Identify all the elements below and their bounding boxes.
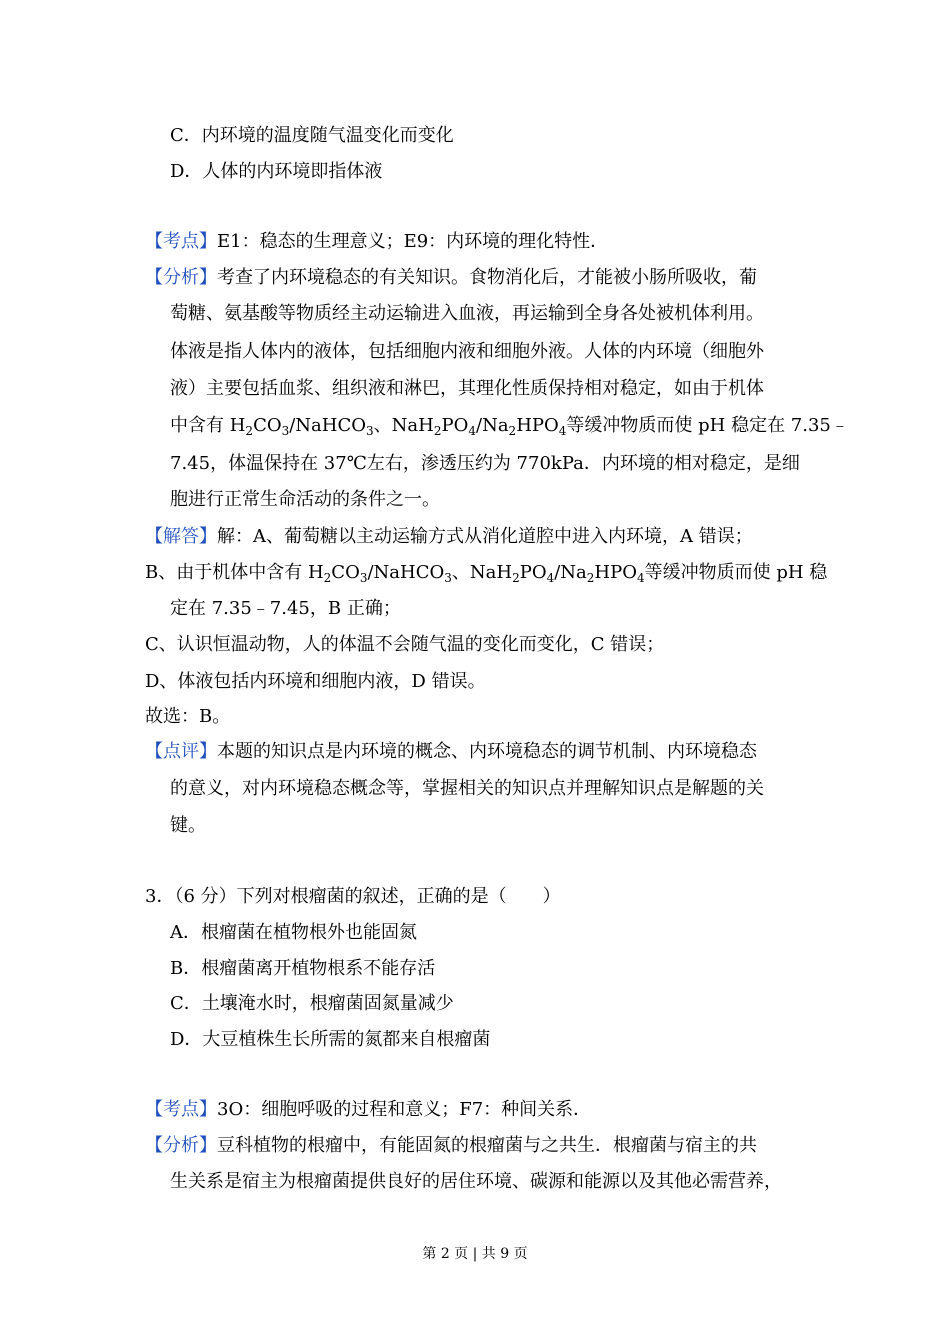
q2-option-d: D．人体的内环境即指体液 [170,161,383,182]
fenxi-tag: 【分析】 [145,1135,217,1156]
q3-option-b: B．根瘤菌离开植物根系不能存活 [170,958,436,979]
subscript: 3 [359,571,368,585]
dianping-line: 本题的知识点是内环境的概念、内环境稳态的调节机制、内环境稳态 [217,741,757,762]
subscript: 2 [586,571,595,585]
jieda-tag: 【解答】 [145,526,217,547]
text: /NaHCO [289,415,367,436]
q3-stem: 3．（6 分）下列对根瘤菌的叙述，正确的是（ ） [145,886,561,907]
q3-fenxi [145,1134,757,1158]
fenxi-line: 液）主要包括血浆、组织液和淋巴，其理化性质保持相对稳定，如由于机体 [170,378,764,399]
text: /NaHCO [367,562,445,583]
q2-dianping [145,740,757,764]
text: CO [253,415,282,436]
subscript: 2 [245,424,254,438]
q3-option-d: D．大豆植株生长所需的氮都来自根瘤菌 [170,1029,491,1050]
q2-option-c: C．内环境的温度随气温变化而变化 [170,125,454,146]
text: PO [519,562,547,583]
q2-fenxi [145,266,757,290]
text: B、由于机体中含有 H [145,562,324,583]
text: 、NaH [451,562,513,583]
text: HPO [516,415,559,436]
q2-jieda [145,525,753,549]
fenxi-line: 萄糖、氨基酸等物质经主动运输进入血液，再运输到全身各处被机体利用。 [170,303,764,324]
jieda-line: D、体液包括内环境和细胞内液，D 错误。 [145,671,486,692]
text: /Na [476,415,509,436]
fenxi-line: 体液是指人体内的液体，包括细胞内液和细胞外液。人体的内环境（细胞外 [170,341,764,362]
kaodian-text: E1：稳态的生理意义；E9：内环境的理化特性． [217,231,609,252]
text: /Na [554,562,587,583]
fenxi-line: 豆科植物的根瘤中，有能固氮的根瘤菌与之共生．根瘤菌与宿主的共 [217,1135,757,1156]
subscript: 4 [546,571,555,585]
page-footer: 第 2 页 | 共 9 页 [422,1246,528,1262]
subscript: 4 [468,424,476,438]
text: PO [441,415,469,436]
fenxi-line: 胞进行正常生命活动的条件之一。 [170,489,440,510]
fenxi-tag: 【分析】 [145,267,217,288]
dianping-tag: 【点评】 [145,741,217,762]
kaodian-tag: 【考点】 [145,231,217,252]
subscript: 2 [433,424,442,438]
kaodian-text: 3O：细胞呼吸的过程和意义；F7：种间关系． [217,1099,592,1120]
fenxi-line-formula [170,414,849,438]
kaodian-tag: 【考点】 [145,1099,217,1120]
subscript: 2 [323,571,332,585]
fenxi-line: 考查了内环境稳态的有关知识。食物消化后，才能被小肠所吸收，葡 [217,267,757,288]
jieda-line-b [145,561,827,585]
jieda-line: 解：A、葡萄糖以主动运输方式从消化道腔中进入内环境，A 错误； [217,526,753,547]
q2-kaodian [145,230,608,254]
text: 等缓冲物质而使 pH 稳 [644,562,828,583]
subscript: 3 [281,424,290,438]
text: CO [331,562,360,583]
subscript: 3 [444,571,452,585]
q3-kaodian [145,1098,591,1122]
subscript: 3 [366,424,374,438]
subscript: 4 [637,571,645,585]
subscript: 4 [558,424,567,438]
text: 等缓冲物质而使 pH 稳定在 7.35﹣ [566,415,849,436]
q3-option-a: A．根瘤菌在植物根外也能固氮 [170,922,417,943]
text: HPO [594,562,637,583]
jieda-line: C、认识恒温动物，人的体温不会随气温的变化而变化，C 错误； [145,634,665,655]
subscript: 2 [512,571,520,585]
dianping-line: 键。 [170,815,206,836]
jieda-line: 定在 7.35﹣7.45，B 正确； [170,598,401,619]
fenxi-line: 生关系是宿主为根瘤菌提供良好的居住环境、碳源和能源以及其他必需营养， [170,1171,782,1192]
text: 、NaH [373,415,434,436]
answer-line: 故选：B。 [145,706,231,727]
dianping-line: 的意义，对内环境稳态概念等，掌握相关的知识点并理解知识点是解题的关 [170,778,764,799]
text: 中含有 H [170,415,246,436]
subscript: 2 [508,424,517,438]
q3-option-c: C．土壤淹水时，根瘤菌固氮量减少 [170,993,454,1014]
fenxi-line: 7.45，体温保持在 37℃左右，渗透压约为 770kPa．内环境的相对稳定，是细 [170,453,800,474]
